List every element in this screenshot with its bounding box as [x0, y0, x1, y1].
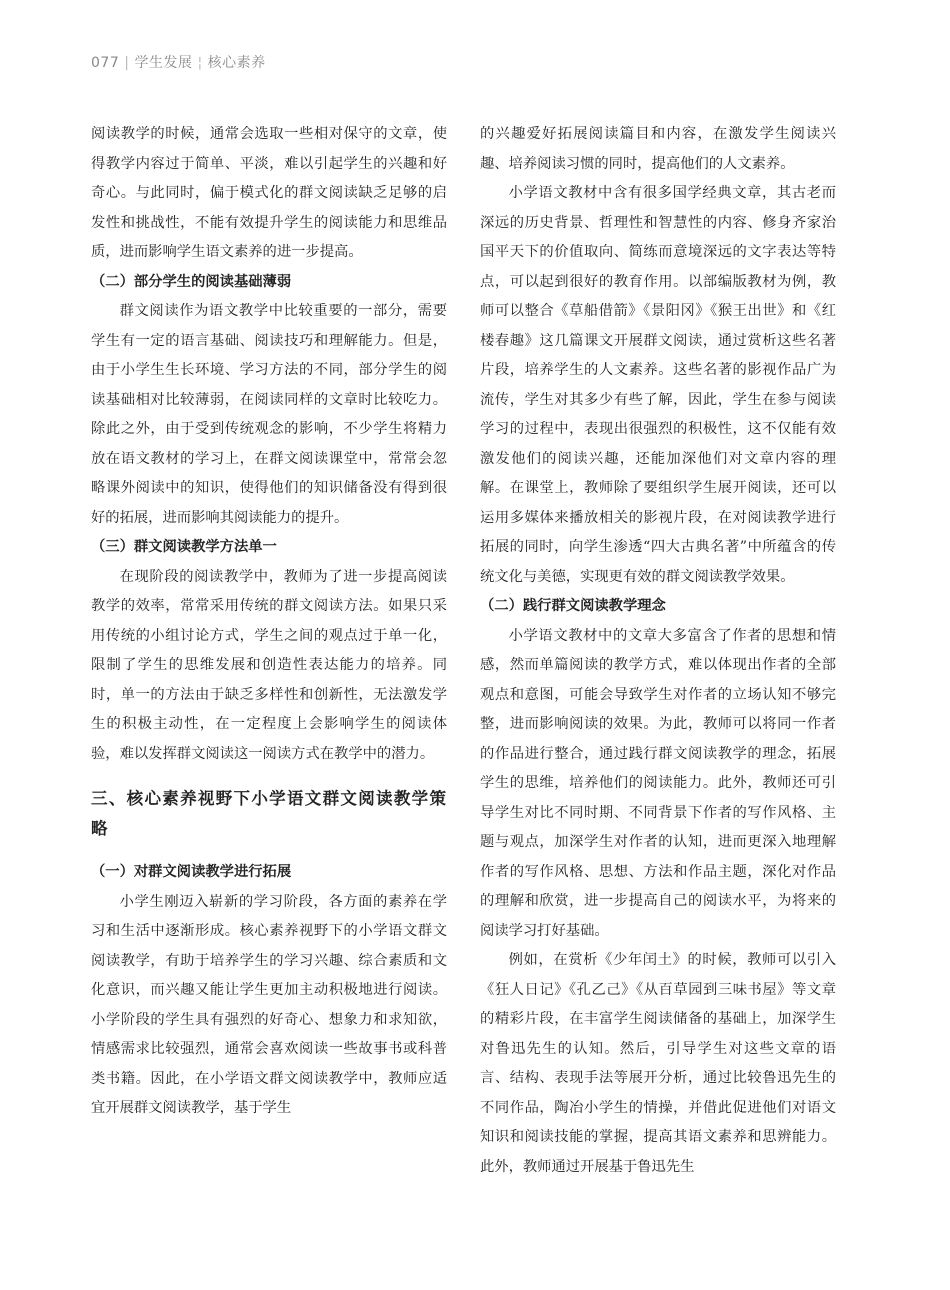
paragraph: 小学生刚迈入崭新的学习阶段，各方面的素养在学习和生活中逐渐形成。核心素养视野下的小学语文群文阅读教学，有助于培养学生的学习兴趣、综合素质和文化意识，而兴趣又能让学生更加主动积极地进行阅读。小学阶段的学生具有强烈的好奇心、想象力和求知欲，情感需求比较强烈，通常会喜欢阅读一些故事书或科普类书籍。因此，在小学语文群文阅读教学中，教师应适宜开展群文阅读教学，基于学生 [91, 893, 447, 1116]
subheading: （二）部分学生的阅读基础薄弱 [91, 273, 292, 290]
header-subsection: 核心素养 [207, 55, 266, 71]
header-separator: ¦ [197, 55, 203, 71]
paragraph: 小学语文教材中含有很多国学经典文章，其古老而深远的历史背景、哲理性和智慧性的内容、修身齐家治国平天下的价值取向、简练而意境深远的文字表达等特点，可以起到很好的教育作用。以部编版教材为例，教师可以整合《草船借箭》《景阳冈》《猴王出世》和《红楼春趣》这几篇课文开展群文阅读，通过赏析这些名著片段，培养学生的人文素养。这些名著的影视作品广为流传，学生对其多少有些了解，因此，学生在参与阅读学习的过程中，表现出很强烈的积极性，这不仅能有效激发他们的阅读兴趣，还能加深他们对文章内容的理解。在课堂上，教师除了要组织学生展开阅读，还可以运用多媒体来播放相关的影视片段，在对阅读教学进行拓展的同时，向学生渗透“四大古典名著”中所蕴含的传统文化与美德，实现更有效的群文阅读教学效果。 [480, 185, 836, 585]
header-section: 学生发展 [134, 55, 193, 71]
running-header [91, 52, 266, 72]
subheading: （二）践行群文阅读教学理念 [480, 598, 666, 614]
paragraph: 小学语文教材中的文章大多富含了作者的思想和情感，然而单篇阅读的教学方式，难以体现出作者的全部观点和意图，可能会导致学生对作者的立场认知不够完整，进而影响阅读的效果。为此，教师可以将同一作者的作品进行整合，通过践行群文阅读教学的理念，拓展学生的思维，培养他们的阅读能力。此外，教师还可引导学生对比不同时期、不同背景下作者的写作风格、主题与观点，加深学生对作者的认知，进而更深入地理解作者的写作风格、思想、方法和作品主题，深化对作品的理解和欣赏，进一步提高自己的阅读水平，为将来的阅读学习打好基础。 [480, 627, 836, 939]
section-heading: 三、核心素养视野下小学语文群文阅读教学策略 [91, 789, 447, 838]
left-column [91, 120, 447, 1124]
paragraph: 阅读教学的时候，通常会选取一些相对保守的文章，使得教学内容过于简单、平淡，难以引起学生的兴趣和好奇心。与此同时，偏于模式化的群文阅读缺乏足够的启发性和挑战性，不能有效提升学生的阅读能力和思维品质，进而影响学生语文素养的进一步提高。 [91, 126, 447, 260]
header-separator: | [124, 55, 130, 71]
paragraph: 群文阅读作为语文教学中比较重要的一部分，需要学生有一定的语言基础、阅读技巧和理解能力。但是，由于小学生生长环境、学习方法的不同，部分学生的阅读基础相对比较薄弱，在阅读同样的文章时比较吃力。除此之外，由于受到传统观念的影响，不少学生将精力放在语文教材的学习上，在群文阅读课堂中，常常会忽略课外阅读中的知识，使得他们的知识储备没有得到很好的拓展，进而影响其阅读能力的提升。 [91, 303, 447, 526]
right-column [480, 120, 836, 1182]
paragraph: 在现阶段的阅读教学中，教师为了进一步提高阅读教学的效率，常常采用传统的群文阅读方法。如果只采用传统的小组讨论方式，学生之间的观点过于单一化，限制了学生的思维发展和创造性表达能力的培养。同时，单一的方法由于缺乏多样性和创新性，无法激发学生的积极主动性，在一定程度上会影响学生的阅读体验，难以发挥群文阅读这一阅读方式在教学中的潜力。 [91, 568, 447, 762]
page-number: 077 [91, 55, 120, 71]
subheading: （一）对群文阅读教学进行拓展 [91, 864, 292, 880]
subheading: （三）群文阅读教学方法单一 [91, 539, 277, 555]
paragraph: 的兴趣爱好拓展阅读篇目和内容，在激发学生阅读兴趣、培养阅读习惯的同时，提高他们的人文素养。 [480, 126, 836, 172]
paragraph: 例如，在赏析《少年闰土》的时候，教师可以引入《狂人日记》《孔乙己》《从百草园到三味书屋》等文章的精彩片段，在丰富学生阅读储备的基础上，加深学生对鲁迅先生的认知。然后，引导学生对这些文章的语言、结构、表现手法等展开分析，通过比较鲁迅先生的不同作品，陶冶小学生的情操，并借此促进他们对语文知识和阅读技能的掌握，提高其语文素养和思辨能力。此外，教师通过开展基于鲁迅先生 [480, 952, 836, 1175]
